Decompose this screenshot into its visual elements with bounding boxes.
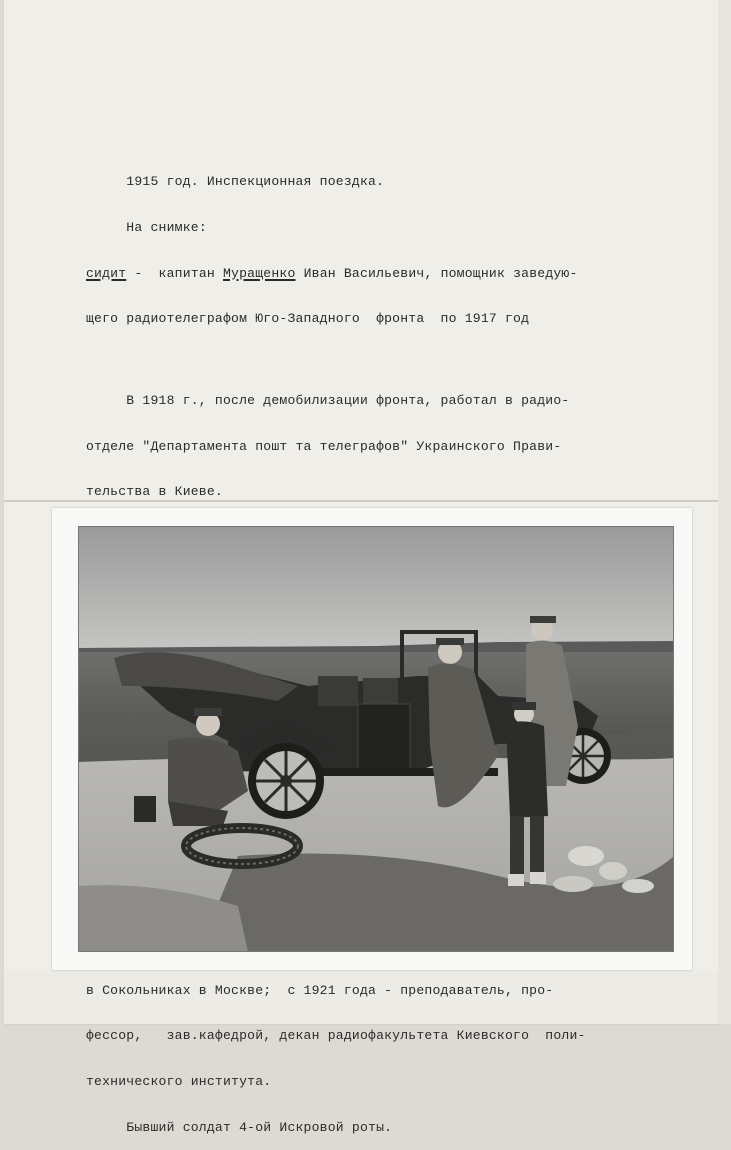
historic-photo bbox=[78, 526, 674, 952]
seated-surname: Муращенко bbox=[223, 265, 296, 281]
standing-para1-l4: в Сокольниках в Москве; с 1921 года - преподаватель, про- bbox=[86, 982, 554, 998]
seated-line-2: щего радиотелеграфом Юго-Западного фронта по 1917 год bbox=[86, 311, 530, 327]
seated-para1-l3: тельства в Киеве. bbox=[86, 484, 223, 500]
seated-para1-l2: отделе "Департамента пошт та телеграфов" Украинского Прави- bbox=[86, 438, 562, 454]
seated-para1-l1: В 1918 г., после демобилизации фронта, работал в радио- bbox=[86, 393, 570, 409]
caption-intro: На снимке: bbox=[126, 220, 207, 235]
standing-para1-l6: технического института. bbox=[86, 1073, 272, 1089]
standing-para1-l5: фессор, зав.кафедрой, декан радиофакультета Киевского поли- bbox=[86, 1028, 586, 1044]
standing-para2-l1: Бывший солдат 4-ой Искровой роты. bbox=[86, 1119, 393, 1135]
heading: 1915 год. Инспекционная поездка. bbox=[126, 174, 385, 190]
background-edge bbox=[718, 0, 731, 1024]
seated-line-1: сидит - капитан Муращенко Иван Васильевич, помощник заведую- bbox=[86, 265, 578, 281]
seated-label: сидит bbox=[86, 265, 127, 281]
